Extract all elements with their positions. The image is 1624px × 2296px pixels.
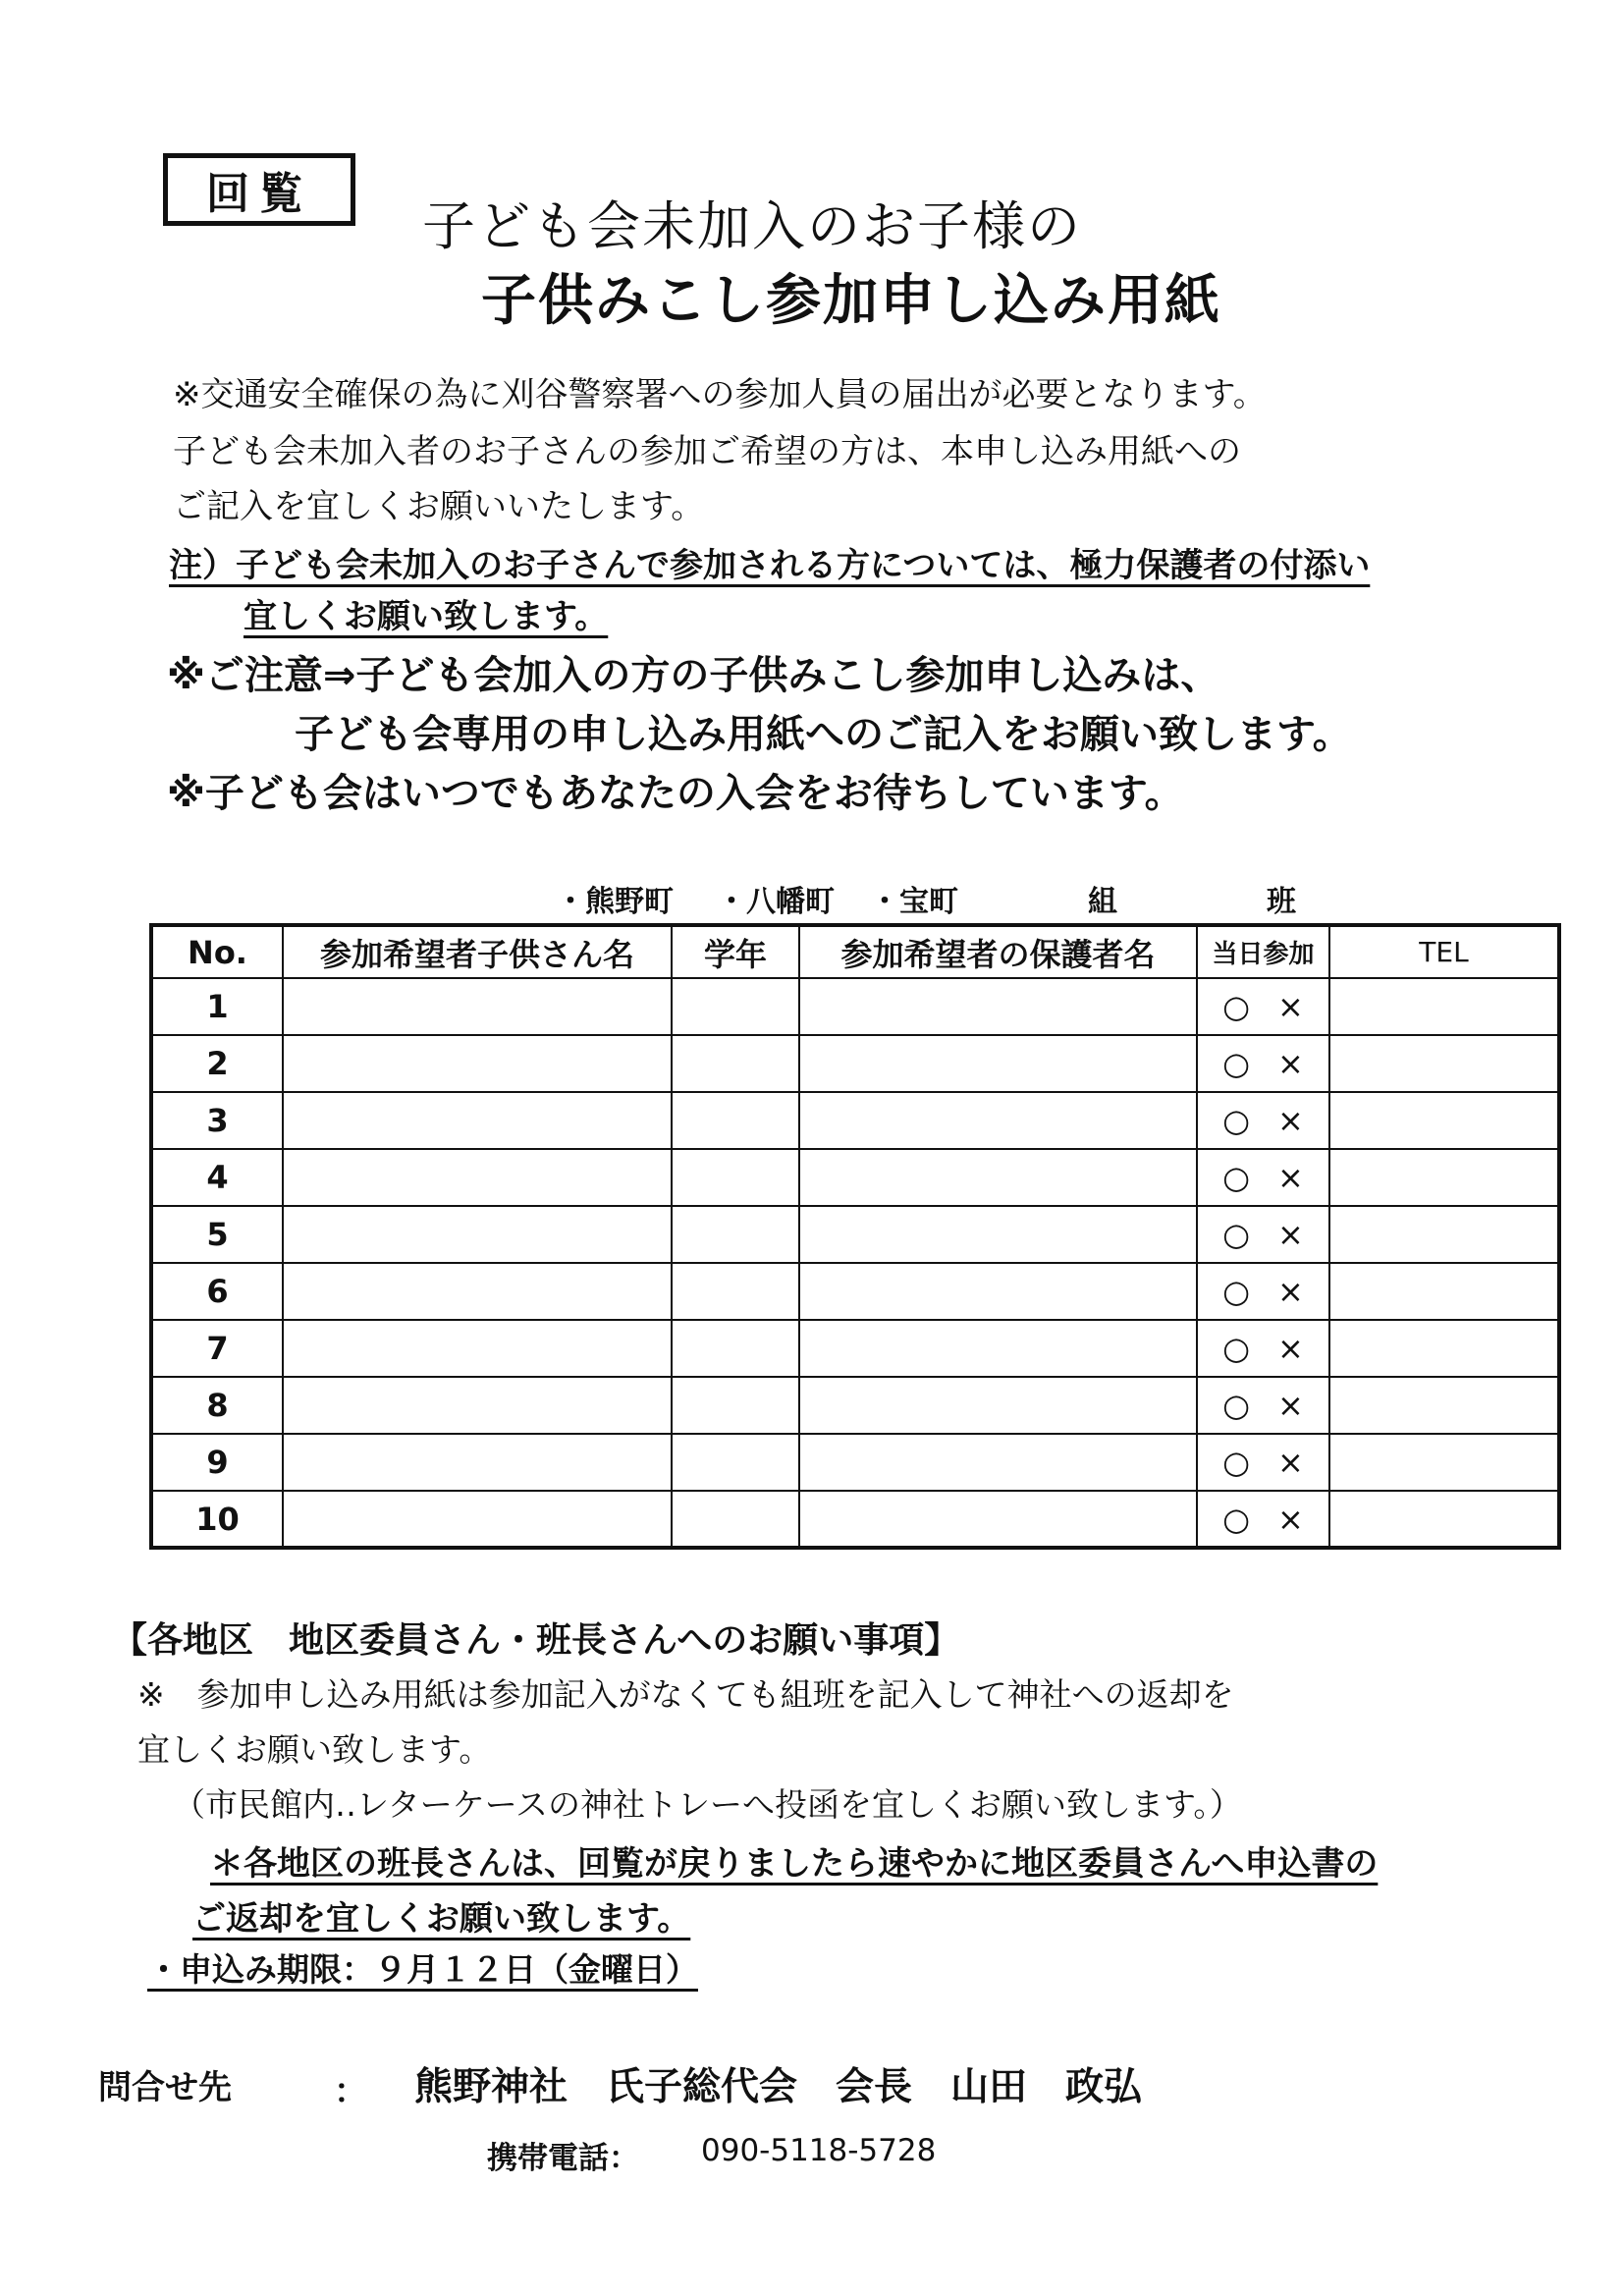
same-day-cell — [1197, 1377, 1329, 1434]
guardian-name-cell[interactable] — [799, 1377, 1197, 1434]
child-name-cell[interactable] — [283, 1491, 672, 1548]
attend-yes-mark[interactable]: ○ — [1222, 1444, 1251, 1481]
attend-yes-mark[interactable]: ○ — [1222, 1045, 1251, 1082]
child-name-cell[interactable] — [283, 1434, 672, 1491]
table-row — [151, 1092, 1559, 1149]
phone-number: 090-5118-5728 — [701, 2133, 937, 2168]
attend-no-mark[interactable]: × — [1277, 1273, 1304, 1310]
attend-yes-mark[interactable]: ○ — [1222, 1102, 1251, 1139]
tel-cell[interactable] — [1329, 1320, 1559, 1377]
tel-cell[interactable] — [1329, 1206, 1559, 1263]
col-header-child-name: 参加希望者子供さん名 — [283, 925, 672, 978]
row-number: 2 — [151, 1035, 283, 1092]
child-name-cell[interactable] — [283, 1320, 672, 1377]
attend-no-mark[interactable]: × — [1277, 1500, 1304, 1538]
grade-cell[interactable] — [672, 978, 799, 1035]
attend-no-mark[interactable]: × — [1277, 1387, 1304, 1424]
caution-line3: ※子ども会はいつでもあなたの入会をお待ちしています。 — [167, 771, 1184, 816]
attend-yes-mark[interactable]: ○ — [1222, 1216, 1251, 1253]
registration-table — [149, 923, 1561, 1550]
attend-no-mark[interactable]: × — [1277, 1330, 1304, 1367]
note-line1: 注）子ども会未加入のお子さんで参加される方については、極力保護者の付添い — [169, 546, 1371, 585]
row-number: 9 — [151, 1434, 283, 1491]
caution-line2: 子ども会専用の申し込み用紙へのご記入をお願い致します。 — [295, 712, 1352, 757]
attend-no-mark[interactable]: × — [1277, 1045, 1304, 1082]
child-name-cell[interactable] — [283, 1035, 672, 1092]
district-kumano: ・熊野町 — [556, 885, 674, 919]
grade-cell[interactable] — [672, 1320, 799, 1377]
same-day-cell — [1197, 978, 1329, 1035]
same-day-cell — [1197, 1092, 1329, 1149]
tel-cell[interactable] — [1329, 1491, 1559, 1548]
col-header-grade: 学年 — [672, 925, 799, 978]
phone-label: 携帯電話： — [487, 2141, 639, 2176]
guardian-name-cell[interactable] — [799, 1263, 1197, 1320]
same-day-cell — [1197, 1206, 1329, 1263]
grade-cell[interactable] — [672, 1149, 799, 1206]
grade-cell[interactable] — [672, 1263, 799, 1320]
table-row — [151, 1320, 1559, 1377]
row-number: 1 — [151, 978, 283, 1035]
same-day-cell — [1197, 1434, 1329, 1491]
request-line5: ご返却を宜しくお願い致します。 — [192, 1899, 691, 1939]
guardian-name-cell[interactable] — [799, 1434, 1197, 1491]
attend-no-mark[interactable]: × — [1277, 1216, 1304, 1253]
contact-organization: 熊野神社 氏子総代会 会長 山田 政弘 — [414, 2065, 1143, 2109]
request-line4: ＊各地区の班長さんは、回覧が戻りましたら速やかに地区委員さんへ申込書の — [210, 1844, 1379, 1884]
grade-cell[interactable] — [672, 1491, 799, 1548]
guardian-name-cell[interactable] — [799, 1035, 1197, 1092]
guardian-name-cell[interactable] — [799, 1092, 1197, 1149]
attend-yes-mark[interactable]: ○ — [1222, 1330, 1251, 1367]
same-day-cell — [1197, 1320, 1329, 1377]
district-han-label: 班 — [1267, 885, 1296, 919]
col-header-same-day: 当日参加 — [1197, 925, 1329, 978]
child-name-cell[interactable] — [283, 1206, 672, 1263]
col-header-no: No. — [151, 925, 283, 978]
attend-yes-mark[interactable]: ○ — [1222, 1500, 1251, 1538]
page-title-line2: 子供みこし参加申し込み用紙 — [481, 269, 1221, 333]
table-row — [151, 1035, 1559, 1092]
table-row — [151, 1149, 1559, 1206]
child-name-cell[interactable] — [283, 978, 672, 1035]
contact-label: 問合せ先 — [98, 2068, 232, 2107]
row-number: 10 — [151, 1491, 283, 1548]
attend-no-mark[interactable]: × — [1277, 1444, 1304, 1481]
grade-cell[interactable] — [672, 1206, 799, 1263]
tel-cell[interactable] — [1329, 1263, 1559, 1320]
grade-cell[interactable] — [672, 1035, 799, 1092]
tel-cell[interactable] — [1329, 1434, 1559, 1491]
child-name-cell[interactable] — [283, 1377, 672, 1434]
table-row — [151, 1434, 1559, 1491]
table-row — [151, 1206, 1559, 1263]
col-header-tel: TEL — [1329, 925, 1559, 978]
grade-cell[interactable] — [672, 1434, 799, 1491]
grade-cell[interactable] — [672, 1092, 799, 1149]
circulation-label: 回覧 — [206, 169, 312, 219]
deadline-label: ・申込み期限： — [147, 1950, 374, 1989]
table-row — [151, 978, 1559, 1035]
guardian-name-cell[interactable] — [799, 1206, 1197, 1263]
guardian-name-cell[interactable] — [799, 1320, 1197, 1377]
same-day-cell — [1197, 1149, 1329, 1206]
intro-line3: ご記入を宜しくお願いいたします。 — [173, 487, 705, 526]
attend-no-mark[interactable]: × — [1277, 988, 1304, 1025]
request-line1: ※ 参加申し込み用紙は参加記入がなくても組班を記入して神社への返却を — [137, 1675, 1234, 1714]
tel-cell[interactable] — [1329, 1092, 1559, 1149]
attend-no-mark[interactable]: × — [1277, 1102, 1304, 1139]
district-kumi-label: 組 — [1088, 885, 1117, 919]
request-title: 【各地区 地区委員さん・班長さんへのお願い事項】 — [112, 1620, 960, 1661]
same-day-cell — [1197, 1263, 1329, 1320]
tel-cell[interactable] — [1329, 978, 1559, 1035]
tel-cell[interactable] — [1329, 1035, 1559, 1092]
child-name-cell[interactable] — [283, 1149, 672, 1206]
caution-line1: ※ご注意⇒子ども会加入の方の子供みこし参加申し込みは、 — [167, 653, 1220, 698]
child-name-cell[interactable] — [283, 1263, 672, 1320]
col-header-guardian-name: 参加希望者の保護者名 — [799, 925, 1197, 978]
guardian-name-cell[interactable] — [799, 978, 1197, 1035]
district-yawata: ・八幡町 — [717, 885, 835, 919]
circulation-stamp — [163, 153, 355, 226]
row-number: 6 — [151, 1263, 283, 1320]
guardian-name-cell[interactable] — [799, 1149, 1197, 1206]
guardian-name-cell[interactable] — [799, 1491, 1197, 1548]
request-line2: 宜しくお願い致します。 — [137, 1730, 492, 1769]
attend-no-mark[interactable]: × — [1277, 1159, 1304, 1196]
deadline — [147, 1944, 698, 1991]
page-title-line1: 子ども会未加入のお子様の — [422, 195, 1082, 257]
deadline-value: ９月１２日（金曜日） — [374, 1950, 698, 1989]
note-line2: 宜しくお願い致します。 — [244, 597, 609, 636]
attend-yes-mark[interactable]: ○ — [1222, 988, 1251, 1025]
attend-yes-mark[interactable]: ○ — [1222, 1159, 1251, 1196]
district-takara: ・宝町 — [870, 885, 958, 919]
table-row — [151, 1377, 1559, 1434]
row-number: 7 — [151, 1320, 283, 1377]
same-day-cell — [1197, 1491, 1329, 1548]
grade-cell[interactable] — [672, 1377, 799, 1434]
row-number: 8 — [151, 1377, 283, 1434]
intro-line2: 子ども会未加入者のお子さんの参加ご希望の方は、本申し込み用紙への — [173, 432, 1241, 471]
table-header-row — [151, 925, 1559, 978]
attend-yes-mark[interactable]: ○ — [1222, 1387, 1251, 1424]
request-line3: （市民館内‥レターケースの神社トレーへ投函を宜しくお願い致します。） — [173, 1785, 1242, 1824]
table-row — [151, 1491, 1559, 1548]
row-number: 4 — [151, 1149, 283, 1206]
same-day-cell — [1197, 1035, 1329, 1092]
row-number: 3 — [151, 1092, 283, 1149]
tel-cell[interactable] — [1329, 1377, 1559, 1434]
contact-colon: ： — [334, 2072, 367, 2111]
row-number: 5 — [151, 1206, 283, 1263]
child-name-cell[interactable] — [283, 1092, 672, 1149]
table-row — [151, 1263, 1559, 1320]
intro-line1: ※交通安全確保の為に刈谷警察署への参加人員の届出が必要となります。 — [173, 375, 1267, 414]
tel-cell[interactable] — [1329, 1149, 1559, 1206]
attend-yes-mark[interactable]: ○ — [1222, 1273, 1251, 1310]
